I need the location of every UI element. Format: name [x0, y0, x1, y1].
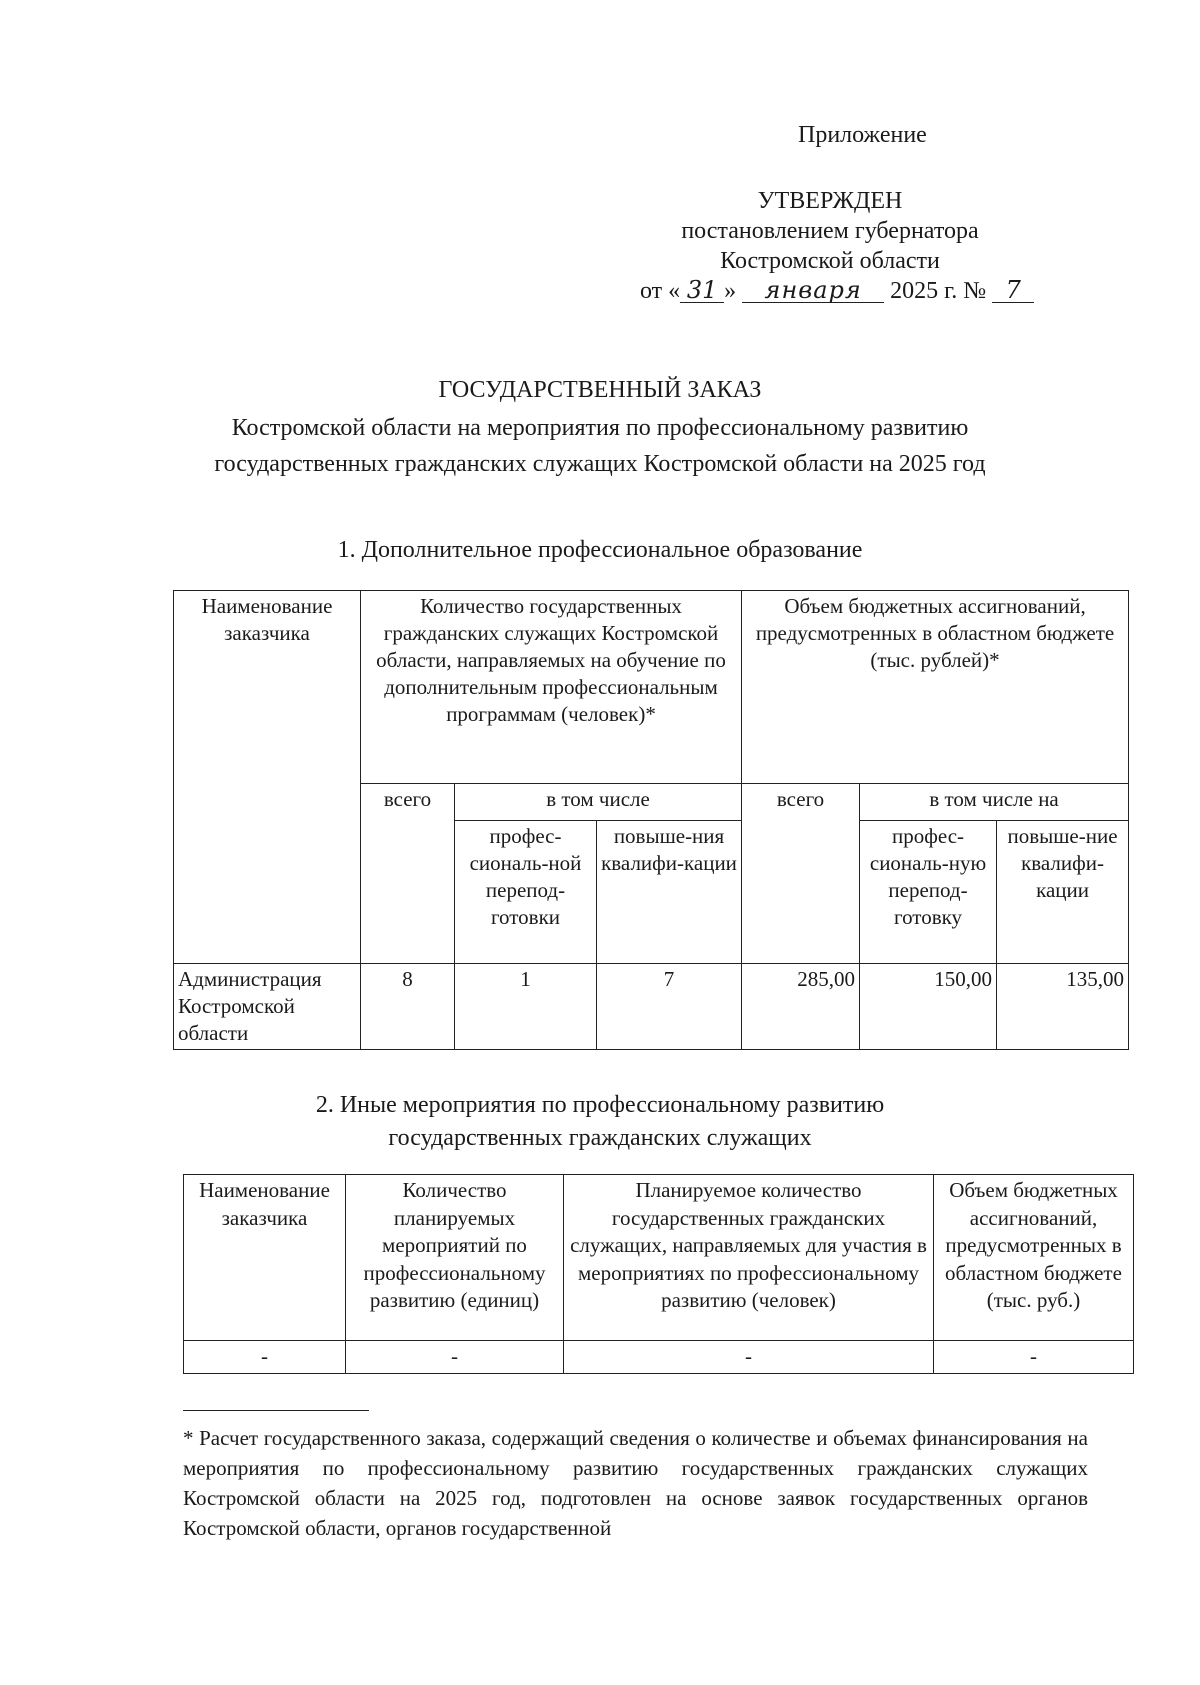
education-table — [173, 590, 1129, 1050]
header-budget-including: в том числе на — [860, 784, 1129, 821]
document-subtitle-line-1: Костромской области на мероприятия по профессиональному развитию — [231, 415, 969, 441]
date-prefix: от « — [640, 278, 681, 304]
approval-block — [640, 186, 1020, 306]
date-year: 2025 г. № — [890, 278, 987, 304]
document-title: ГОСУДАРСТВЕННЫЙ ЗАКАЗ — [438, 377, 762, 403]
cell-retraining: 1 — [455, 964, 597, 1050]
header-budget: Объем бюджетных ассигнований, предусмотренных в областном бюджете (тыс. руб.) — [934, 1175, 1134, 1341]
header-count-including: в том числе — [455, 784, 742, 821]
date-day-handwritten: 31 — [680, 278, 724, 303]
header-customer: Наименование заказчика — [174, 591, 361, 964]
cell-customer: Администрация Костромской области — [174, 964, 361, 1050]
header-budget: Объем бюджетных ассигнований, предусмотренных в областном бюджете (тыс. рублей)* — [742, 591, 1129, 784]
cell-budget-qualification: 135,00 — [997, 964, 1129, 1050]
section-2-heading-line-1: 2. Иные мероприятия по профессиональному развитию — [315, 1092, 885, 1118]
approved-label: УТВЕРЖДЕН — [757, 188, 903, 214]
header-people-count: Планируемое количество государственных гражданских служащих, направляемых для участия в мероприятиях по профессиональному развитию (человек) — [564, 1175, 934, 1341]
cell-budget-total: 285,00 — [742, 964, 860, 1050]
date-month-handwritten: января — [742, 278, 884, 303]
cell-events: - — [346, 1341, 564, 1374]
approval-line-1: постановлением губернатора — [681, 218, 979, 244]
header-count-qualification: повыше-ния квалифи-кации — [597, 821, 742, 964]
date-mid: » — [724, 278, 737, 304]
other-events-table — [183, 1174, 1134, 1374]
header-events-count: Количество планируемых мероприятий по профессиональному развитию (единиц) — [346, 1175, 564, 1341]
cell-budget: - — [934, 1341, 1134, 1374]
cell-budget-retraining: 150,00 — [860, 964, 997, 1050]
cell-people: - — [564, 1341, 934, 1374]
footnote-text: * Расчет государственного заказа, содержащий сведения о количестве и объемах финансирования на мероприятия по профессиональному развитию государственных гражданских служащих Костромской области на 2025 год, подготовлен на основе заявок государственных органов Костромской области, органов государственной — [183, 1426, 1088, 1540]
cell-total: 8 — [361, 964, 455, 1050]
appendix-label: Приложение — [798, 122, 927, 148]
approval-line-2: Костромской области — [720, 248, 940, 274]
header-customer: Наименование заказчика — [184, 1175, 346, 1341]
header-budget-qualification: повыше-ние квалифи-кации — [997, 821, 1129, 964]
header-count-retraining: профес-сиональ-ной перепод-готовки — [455, 821, 597, 964]
approval-date — [640, 276, 1020, 306]
document-subtitle-line-2: государственных гражданских служащих Костромской области на 2025 год — [214, 451, 986, 477]
cell-customer: - — [184, 1341, 346, 1374]
cell-qualification: 7 — [597, 964, 742, 1050]
table-row — [174, 964, 1129, 1050]
decree-number-handwritten: 7 — [992, 278, 1034, 303]
table-row — [184, 1341, 1134, 1374]
section-1-heading: 1. Дополнительное профессиональное образование — [337, 537, 863, 563]
section-2-heading-line-2: государственных гражданских служащих — [388, 1125, 812, 1151]
header-count-total: всего — [361, 784, 455, 964]
header-employee-count: Количество государственных гражданских служащих Костромской области, направляемых на обучение по дополнительным профессиональным программам (человек)* — [361, 591, 742, 784]
header-budget-retraining: профес-сиональ-ную перепод-готовку — [860, 821, 997, 964]
header-budget-total: всего — [742, 784, 860, 964]
footnote-divider — [183, 1410, 369, 1411]
